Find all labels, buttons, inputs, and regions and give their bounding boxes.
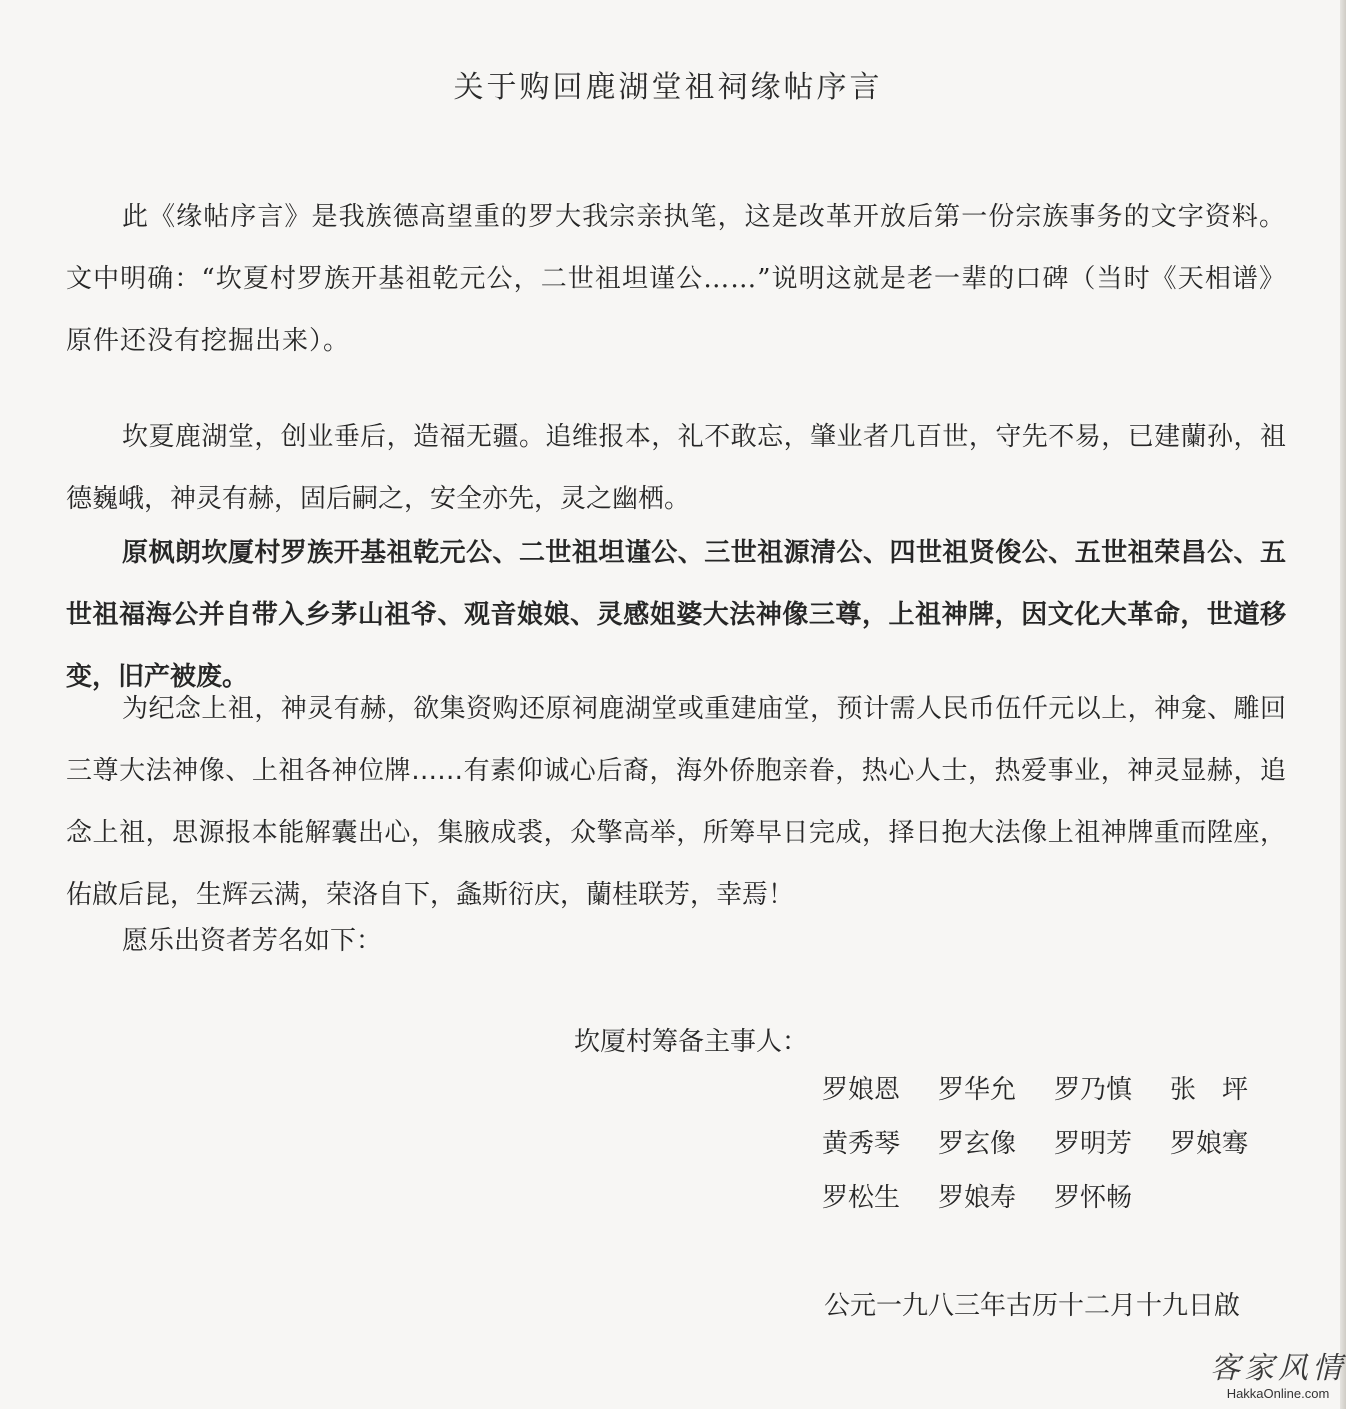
site-watermark bbox=[1210, 1352, 1346, 1409]
committee-name: 罗玄像 bbox=[938, 1129, 1017, 1159]
page-edge-shadow bbox=[1340, 0, 1346, 1409]
committee-label: 坎厦村筹备主事人： bbox=[574, 1027, 809, 1057]
committee-name: 罗松生 bbox=[822, 1183, 901, 1213]
committee-name: 罗娘寿 bbox=[938, 1183, 1017, 1213]
names-row bbox=[822, 1070, 1292, 1124]
paragraph-donors-intro: 愿乐出资者芳名如下： bbox=[122, 926, 383, 956]
committee-name: 罗娘骞 bbox=[1170, 1129, 1249, 1159]
committee-name: 张 坪 bbox=[1170, 1075, 1249, 1105]
committee-name: 罗娘恩 bbox=[822, 1075, 901, 1105]
document-title: 关于购回鹿湖堂祖祠缘帖序言 bbox=[453, 70, 883, 105]
watermark-script: 客家风情 bbox=[1210, 1351, 1346, 1386]
names-row bbox=[822, 1124, 1292, 1178]
committee-name: 罗乃慎 bbox=[1054, 1075, 1133, 1105]
committee-name: 罗明芳 bbox=[1054, 1129, 1133, 1159]
watermark-url: HakkaOnline.com bbox=[1226, 1386, 1330, 1401]
paragraph-ancestors: 原枫朗坎厦村罗族开基祖乾元公、二世祖坦谨公、三世祖源清公、四世祖贤俊公、五世祖荣昌公、五世祖福海公并自带入乡茅山祖爷、观音娘娘、灵感姐婆大法神像三尊，上祖神牌，因文化大革命，世道移变，旧产被废。 bbox=[66, 538, 1286, 692]
names-row bbox=[822, 1178, 1292, 1232]
paragraph-intro: 此《缘帖序言》是我族德高望重的罗大我宗亲执笔，这是改革开放后第一份宗族事务的文字资料。文中明确：“坎夏村罗族开基祖乾元公，二世祖坦谨公……”说明这就是老一辈的口碑（当时《天相谱》原件还没有挖掘出来）。 bbox=[66, 202, 1286, 356]
committee-name: 罗华允 bbox=[938, 1075, 1017, 1105]
document-date: 公元一九八三年古历十二月十九日啟 bbox=[824, 1291, 1241, 1321]
committee-name: 罗怀畅 bbox=[1054, 1183, 1133, 1213]
paragraph-fundraising: 为纪念上祖，神灵有赫，欲集资购还原祠鹿湖堂或重建庙堂，预计需人民币伍仟元以上，神龛、雕回三尊大法神像、上祖各神位牌……有素仰诚心后裔，海外侨胞亲眷，热心人士，热爱事业，神灵显赫，追念上祖，思源报本能解囊出心，集腋成裘，众擎高举，所筹早日完成，择日抱大法像上祖神牌重而陞座，佑啟后昆，生辉云满，荣洛自下，螽斯衍庆，蘭桂联芳，幸焉！ bbox=[66, 694, 1286, 910]
committee-name: 黄秀琴 bbox=[822, 1129, 901, 1159]
paragraph-preface: 坎夏鹿湖堂，创业垂后，造福无疆。追维报本，礼不敢忘，肇业者几百世，守先不易，已建蘭孙，祖德巍峨，神灵有赫，固后嗣之，安全亦先，灵之幽栖。 bbox=[66, 422, 1286, 514]
committee-names bbox=[822, 1070, 1292, 1232]
